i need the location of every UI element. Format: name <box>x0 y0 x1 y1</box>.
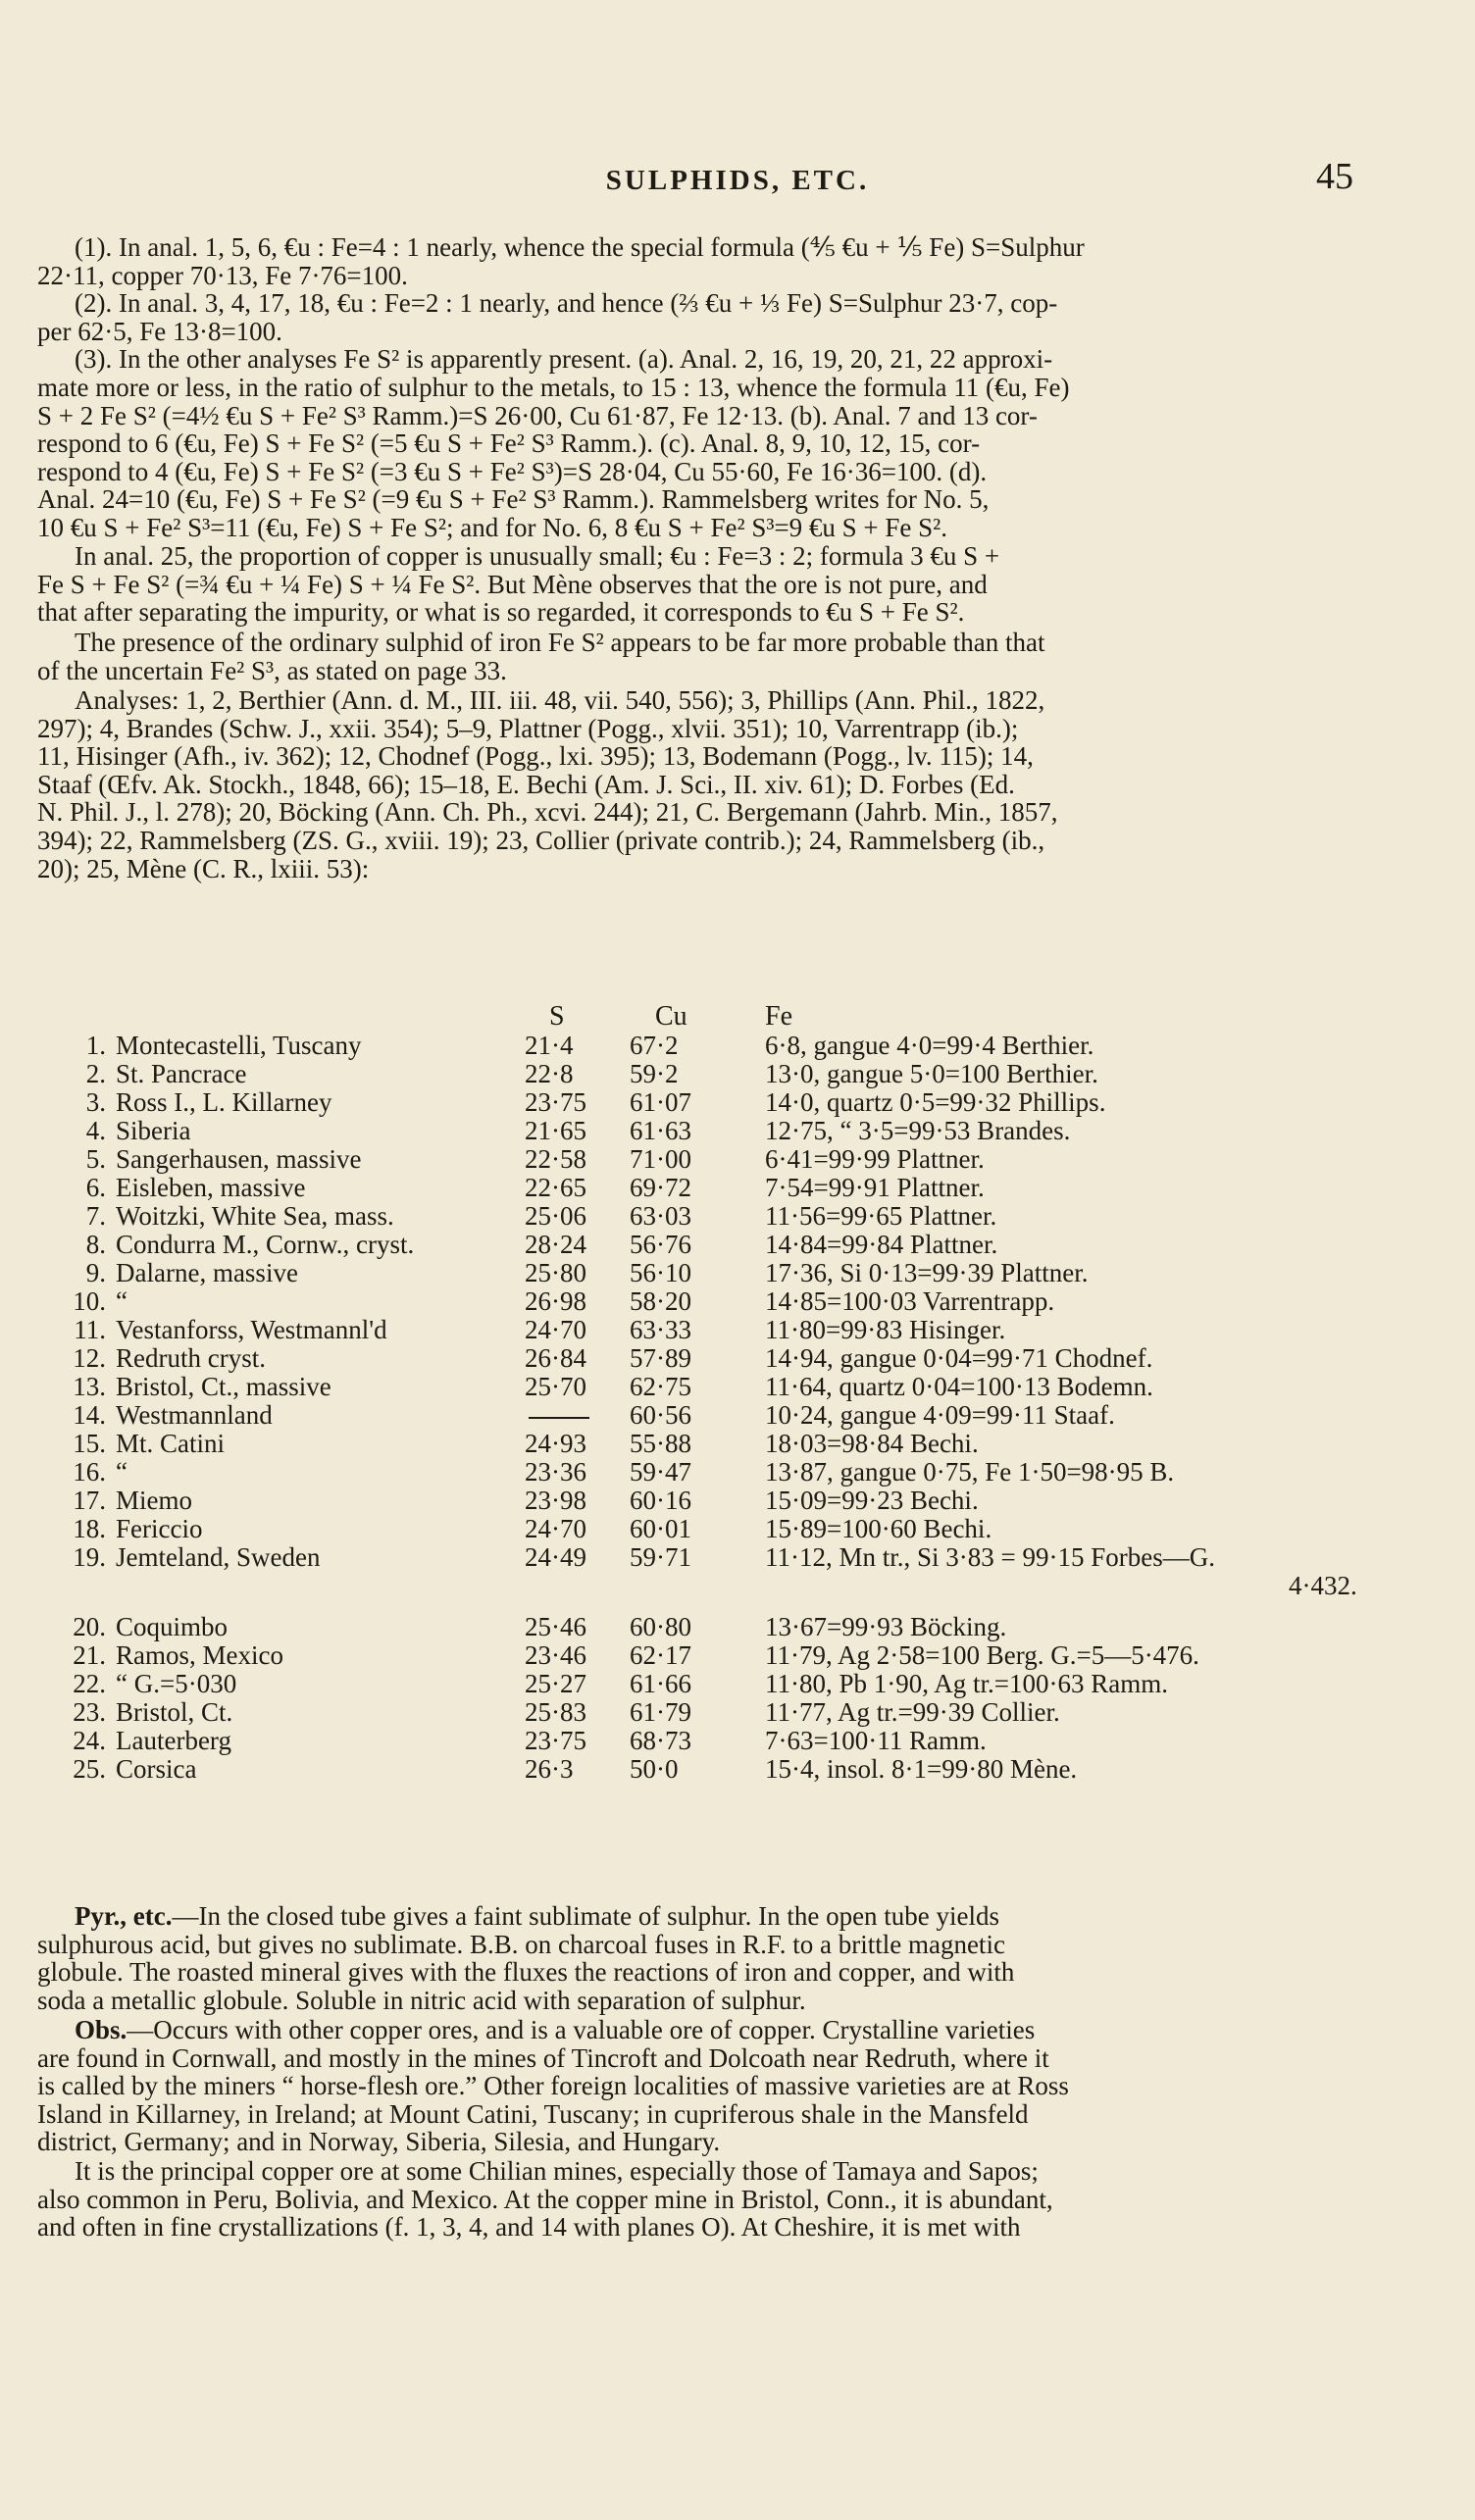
cell-num: 20. <box>73 1612 106 1641</box>
cell-cu: 56·10 <box>630 1258 691 1287</box>
text-line: N. Phil. J., l. 278); 20, Böcking (Ann. Ch. Ph., xcvi. 244); 21, C. Bergemann (Jahrb. Min., 1857, <box>37 797 1058 828</box>
cell-fe: 12·75, “ 3·5=99·53 Brandes. <box>765 1116 1071 1145</box>
text-line: are found in Cornwall, and mostly in the mines of Tincroft and Dolcoath near Redruth, where it <box>37 2042 1049 2073</box>
cell-num: 6. <box>85 1173 106 1202</box>
cell-fe: 11·80=99·83 Hisinger. <box>765 1315 1006 1344</box>
table-row <box>0 1145 1475 1173</box>
table-row <box>0 1287 1475 1315</box>
text-line: Anal. 24=10 (€u, Fe) S + Fe S² (=9 €u S + Fe² S³ Ramm.). Rammelsberg writes for No. 5, <box>37 484 990 515</box>
column-header-fe: Fe <box>765 1001 792 1032</box>
table-row <box>0 1487 1475 1514</box>
cell-cu: 63·33 <box>630 1315 691 1344</box>
table-row <box>0 1117 1475 1144</box>
cell-cu: 67·2 <box>630 1031 679 1060</box>
cell-s: 24·49 <box>525 1542 586 1572</box>
cell-cu: 58·20 <box>630 1286 691 1316</box>
cell-cu: 50·0 <box>630 1754 679 1784</box>
cell-loc: Ross I., L. Killarney <box>116 1087 332 1117</box>
observations-paragraph <box>37 2016 1371 2156</box>
table-row <box>0 1344 1475 1372</box>
cell-loc: Mt. Catini <box>116 1429 226 1458</box>
cell-loc: “ <box>116 1457 127 1487</box>
text-line: Pyr., etc.—In the closed tube gives a faint sublimate of sulphur. In the open tube yields <box>75 1901 1000 1931</box>
text-line: also common in Peru, Bolivia, and Mexico. At the copper mine in Bristol, Conn., it is abundant, <box>37 2184 1053 2214</box>
column-header-cu: Cu <box>655 1001 687 1032</box>
text-line: respond to 6 (€u, Fe) S + Fe S² (=5 €u S + Fe² S³ Ramm.). (c). Anal. 8, 9, 10, 12, 15, cor- <box>37 428 981 459</box>
cell-cu: 60·01 <box>630 1514 691 1543</box>
cell-s: 23·46 <box>525 1640 586 1670</box>
text-line: (2). In anal. 3, 4, 17, 18, €u : Fe=2 : 1 nearly, and hence (⅔ €u + ⅓ Fe) S=Sulphur 23·7, cop- <box>75 288 1058 319</box>
cell-loc: Dalarne, massive <box>116 1258 298 1287</box>
cell-cu: 56·76 <box>630 1230 691 1259</box>
text-line: Staaf (Œfv. Ak. Stockh., 1848, 66); 15–18, E. Bechi (Am. J. Sci., II. xiv. 61); D. Forbes (Ed. <box>37 769 1015 799</box>
table-row <box>0 1060 1475 1087</box>
cell-s: 21·65 <box>525 1116 586 1145</box>
cell-loc: Miemo <box>116 1486 192 1515</box>
text-line: Fe S + Fe S² (=¾ €u + ¼ Fe) S + ¼ Fe S². But Mène observes that the ore is not pure, and <box>37 569 988 599</box>
cell-num: 25. <box>73 1754 106 1784</box>
text-line: respond to 4 (€u, Fe) S + Fe S² (=3 €u S + Fe² S³)=S 28·04, Cu 55·60, Fe 16·36=100. (d). <box>37 456 988 486</box>
table-row <box>0 1670 1475 1697</box>
cell-s: 23·75 <box>525 1087 586 1117</box>
cell-num: 15. <box>73 1429 106 1458</box>
text-line: Island in Killarney, in Ireland; at Mount Catini, Tuscany; in cupriferous shale in the Mansfeld <box>37 2098 1029 2129</box>
cell-s: 22·65 <box>525 1173 586 1202</box>
cell-loc: St. Pancrace <box>116 1059 247 1088</box>
cell-s: 24·93 <box>525 1429 586 1458</box>
text-line: Obs.—Occurs with other copper ores, and is a valuable ore of copper. Crystalline varieties <box>75 2015 1036 2044</box>
cell-loc: “ G.=5·030 <box>116 1669 237 1698</box>
cell-cu: 68·73 <box>630 1726 691 1755</box>
table-row <box>0 1727 1475 1754</box>
cell-s: 22·58 <box>525 1144 586 1174</box>
text-line: (3). In the other analyses Fe S² is apparently present. (a). Anal. 2, 16, 19, 20, 21, 22 approxi- <box>75 344 1053 375</box>
text-line: 20); 25, Mène (C. R., lxiii. 53): <box>37 853 370 883</box>
table-row <box>0 1430 1475 1457</box>
cell-fe: 10·24, gangue 4·09=99·11 Staaf. <box>765 1400 1115 1430</box>
cell-loc: Coquimbo <box>116 1612 229 1641</box>
cell-fe: 17·36, Si 0·13=99·39 Plattner. <box>765 1258 1089 1287</box>
cell-fe: 11·77, Ag tr.=99·39 Collier. <box>765 1697 1060 1727</box>
cell-fe: 14·84=99·84 Plattner. <box>765 1230 998 1259</box>
cell-fe: 15·4, insol. 8·1=99·80 Mène. <box>765 1754 1078 1784</box>
cell-s: 25·83 <box>525 1697 586 1727</box>
cell-num: 7. <box>85 1201 106 1231</box>
cell-fe: 11·80, Pb 1·90, Ag tr.=100·63 Ramm. <box>765 1669 1168 1698</box>
cell-s: 22·8 <box>525 1059 574 1088</box>
table-row <box>0 1174 1475 1201</box>
table-row <box>0 1032 1475 1059</box>
cell-loc: Ramos, Mexico <box>116 1640 283 1670</box>
cell-s: 26·3 <box>525 1754 574 1784</box>
table-row <box>0 1755 1475 1783</box>
cell-cu: 60·56 <box>630 1400 691 1430</box>
cell-num: 8. <box>85 1230 106 1259</box>
cell-fe: 11·64, quartz 0·04=100·13 Bodemn. <box>765 1372 1153 1401</box>
cell-fe: 15·09=99·23 Bechi. <box>765 1486 979 1515</box>
table-row <box>0 1373 1475 1400</box>
cell-cu: 61·79 <box>630 1697 691 1727</box>
cell-num: 10. <box>73 1286 106 1316</box>
text-line: is called by the miners “ horse-flesh ore.” Other foreign localities of massive varieties are at Ross <box>37 2071 1069 2101</box>
cell-num: 24. <box>73 1726 106 1755</box>
cell-cu: 59·47 <box>630 1457 691 1487</box>
cell-s: 26·84 <box>525 1343 586 1373</box>
cell-num: 16. <box>73 1457 106 1487</box>
cell-loc: Montecastelli, Tuscany <box>116 1031 362 1060</box>
text-line: 297); 4, Brandes (Schw. J., xxii. 354); 5–9, Plattner (Pogg., xlvii. 351); 10, Varrentrapp (ib.); <box>37 713 1019 743</box>
cell-cu: 63·03 <box>630 1201 691 1231</box>
table-row <box>0 1202 1475 1230</box>
cell-loc: Corsica <box>116 1754 197 1784</box>
text-line: (1). In anal. 1, 5, 6, €u : Fe=4 : 1 nearly, whence the special formula (⅘ €u + ⅕ Fe) S=Sulphur <box>75 232 1085 262</box>
column-header-s: S <box>549 1001 565 1032</box>
text-line: The presence of the ordinary sulphid of iron Fe S² appears to be far more probable than that <box>75 628 1045 657</box>
text-line: globule. The roasted mineral gives with the fluxes the reactions of iron and copper, and with <box>37 1957 1015 1988</box>
cell-cu: 61·66 <box>630 1669 691 1698</box>
page-number: 45 <box>1316 156 1353 197</box>
cell-loc: Jemteland, Sweden <box>116 1542 321 1572</box>
cell-loc: Vestanforss, Westmannl'd <box>116 1315 387 1344</box>
missing-value-dash <box>525 1401 589 1429</box>
text-line: district, Germany; and in Norway, Siberia, Silesia, and Hungary. <box>37 2127 721 2157</box>
formula-notes <box>37 233 1371 542</box>
cell-s: 24·70 <box>525 1514 586 1543</box>
cell-fe: 18·03=98·84 Bechi. <box>765 1429 979 1458</box>
cell-num: 18. <box>73 1514 106 1543</box>
text-line: 11, Hisinger (Afh., iv. 362); 12, Chodnef (Pogg., lxi. 395); 13, Bodemann (Pogg., lv. 115); 14, <box>37 741 1034 772</box>
cell-num: 12. <box>73 1343 106 1373</box>
cell-extra: 4·432. <box>1289 1571 1357 1600</box>
cell-fe: 14·0, quartz 0·5=99·32 Phillips. <box>765 1087 1106 1117</box>
cell-num: 2. <box>85 1059 106 1088</box>
text-line: Analyses: 1, 2, Berthier (Ann. d. M., III. iii. 48, vii. 540, 556); 3, Phillips (Ann. Phil., 1822, <box>75 685 1045 715</box>
cell-loc: Condurra M., Cornw., cryst. <box>116 1230 415 1259</box>
cell-cu: 60·16 <box>630 1486 691 1515</box>
text-line: 394); 22, Rammelsberg (ZS. G., xviii. 19); 23, Collier (private contrib.); 24, Rammelsberg (ib., <box>37 825 1045 855</box>
cell-num: 11. <box>74 1315 106 1344</box>
table-row <box>0 1401 1475 1429</box>
cell-s: 23·36 <box>525 1457 586 1487</box>
cell-num: 5. <box>85 1144 106 1174</box>
cell-cu: 59·71 <box>630 1542 691 1572</box>
cell-num: 23. <box>73 1697 106 1727</box>
text-line: 10 €u S + Fe² S³=11 (€u, Fe) S + Fe S²; and for No. 6, 8 €u S + Fe² S³=9 €u S + Fe S². <box>37 512 948 542</box>
table-row <box>0 1543 1475 1571</box>
text-line: soda a metallic globule. Soluble in nitric acid with separation of sulphur. <box>37 1985 806 2015</box>
cell-loc: Lauterberg <box>116 1726 231 1755</box>
cell-loc: Bristol, Ct., massive <box>116 1372 331 1401</box>
cell-fe: 6·41=99·99 Plattner. <box>765 1144 985 1174</box>
text-line: mate more or less, in the ratio of sulphur to the metals, to 15 : 13, whence the formula 11 (€u, Fe) <box>37 372 1070 402</box>
text-line: 22·11, copper 70·13, Fe 7·76=100. <box>37 260 408 290</box>
pyrognostics-paragraph <box>37 1902 1371 2014</box>
cell-cu: 55·88 <box>630 1429 691 1458</box>
cell-fe: 7·63=100·11 Ramm. <box>765 1726 987 1755</box>
cell-fe: 11·12, Mn tr., Si 3·83 = 99·15 Forbes—G. <box>765 1542 1215 1572</box>
analyses-references <box>37 686 1371 882</box>
cell-cu: 57·89 <box>630 1343 691 1373</box>
cell-fe: 11·79, Ag 2·58=100 Berg. G.=5—5·476. <box>765 1640 1199 1670</box>
cell-s: 25·06 <box>525 1201 586 1231</box>
cell-loc: Sangerhausen, massive <box>116 1144 362 1174</box>
table-row <box>0 1259 1475 1286</box>
text-line: that after separating the impurity, or what is so regarded, it corresponds to €u S + Fe S². <box>37 597 965 628</box>
cell-fe: 6·8, gangue 4·0=99·4 Berthier. <box>765 1031 1094 1060</box>
cell-fe: 11·56=99·65 Plattner. <box>765 1201 997 1231</box>
cell-loc: Redruth cryst. <box>116 1343 266 1373</box>
cell-num: 21. <box>73 1640 106 1670</box>
text-line: sulphurous acid, but gives no sublimate. B.B. on charcoal fuses in R.F. to a brittle magnetic <box>37 1929 1005 1959</box>
cell-s: 25·46 <box>525 1612 586 1641</box>
cell-fe: 15·89=100·60 Bechi. <box>765 1514 992 1543</box>
cell-s: 21·4 <box>525 1031 574 1060</box>
cell-loc: “ <box>116 1286 127 1316</box>
table-row <box>0 1613 1475 1640</box>
cell-fe: 13·67=99·93 Böcking. <box>765 1612 1007 1641</box>
text-line: per 62·5, Fe 13·8=100. <box>37 316 282 346</box>
cell-cu: 61·63 <box>630 1116 691 1145</box>
text-line: of the uncertain Fe² S³, as stated on page 33. <box>37 655 507 685</box>
cell-fe: 13·87, gangue 0·75, Fe 1·50=98·95 B. <box>765 1457 1175 1487</box>
cell-cu: 60·80 <box>630 1612 691 1641</box>
table-row <box>0 1572 1475 1599</box>
cell-loc: Fericcio <box>116 1514 203 1543</box>
text-line: It is the principal copper ore at some Chilian mines, especially those of Tamaya and Sapos; <box>75 2156 1039 2186</box>
cell-num: 13. <box>73 1372 106 1401</box>
cell-cu: 59·2 <box>630 1059 679 1088</box>
cell-s: 28·24 <box>525 1230 586 1259</box>
analysis-25-note <box>37 542 1371 627</box>
run-in-heading: Pyr., etc. <box>75 1901 173 1931</box>
cell-num: 4. <box>85 1116 106 1145</box>
cell-fe: 13·0, gangue 5·0=100 Berthier. <box>765 1059 1098 1088</box>
cell-cu: 61·07 <box>630 1087 691 1117</box>
table-row <box>0 1515 1475 1542</box>
text-line: S + 2 Fe S² (=4½ €u S + Fe² S³ Ramm.)=S 26·00, Cu 61·87, Fe 12·13. (b). Anal. 7 and 13 cor- <box>37 400 1038 430</box>
cell-num: 19. <box>73 1542 106 1572</box>
cell-num: 17. <box>73 1486 106 1515</box>
localities-paragraph <box>37 2157 1371 2242</box>
table-row <box>0 1088 1475 1116</box>
table-row <box>0 1698 1475 1726</box>
table-row <box>0 1231 1475 1258</box>
table-row <box>0 1458 1475 1486</box>
cell-loc: Eisleben, massive <box>116 1173 306 1202</box>
text-line: In anal. 25, the proportion of copper is unusually small; €u : Fe=3 : 2; formula 3 €u S + <box>75 541 1000 571</box>
running-header: SULPHIDS, ETC. <box>605 165 870 196</box>
cell-num: 3. <box>85 1087 106 1117</box>
cell-cu: 62·75 <box>630 1372 691 1401</box>
cell-cu: 71·00 <box>630 1144 691 1174</box>
cell-num: 22. <box>73 1669 106 1698</box>
cell-s: 25·27 <box>525 1669 586 1698</box>
cell-loc: Westmannland <box>116 1400 273 1430</box>
cell-s: 25·80 <box>525 1258 586 1287</box>
cell-s: 24·70 <box>525 1315 586 1344</box>
table-row <box>0 1641 1475 1669</box>
cell-fe: 14·94, gangue 0·04=99·71 Chodnef. <box>765 1343 1153 1373</box>
cell-cu: 69·72 <box>630 1173 691 1202</box>
text-line: and often in fine crystallizations (f. 1, 3, 4, and 14 with planes O). At Cheshire, it is met with <box>37 2212 1021 2243</box>
cell-loc: Woitzki, White Sea, mass. <box>116 1201 394 1231</box>
cell-num: 14. <box>73 1400 106 1430</box>
cell-fe: 7·54=99·91 Plattner. <box>765 1173 985 1202</box>
iron-sulphid-note <box>37 629 1371 684</box>
table-row <box>0 1316 1475 1343</box>
run-in-heading: Obs. <box>75 2015 127 2044</box>
cell-s: 23·98 <box>525 1486 586 1515</box>
cell-num: 9. <box>85 1258 106 1287</box>
cell-fe: 14·85=100·03 Varrentrapp. <box>765 1286 1055 1316</box>
cell-s: 25·70 <box>525 1372 586 1401</box>
cell-num: 1. <box>85 1031 106 1060</box>
cell-s: 26·98 <box>525 1286 586 1316</box>
cell-loc: Siberia <box>116 1116 191 1145</box>
cell-s: 23·75 <box>525 1726 586 1755</box>
cell-cu: 62·17 <box>630 1640 691 1670</box>
cell-loc: Bristol, Ct. <box>116 1697 233 1727</box>
